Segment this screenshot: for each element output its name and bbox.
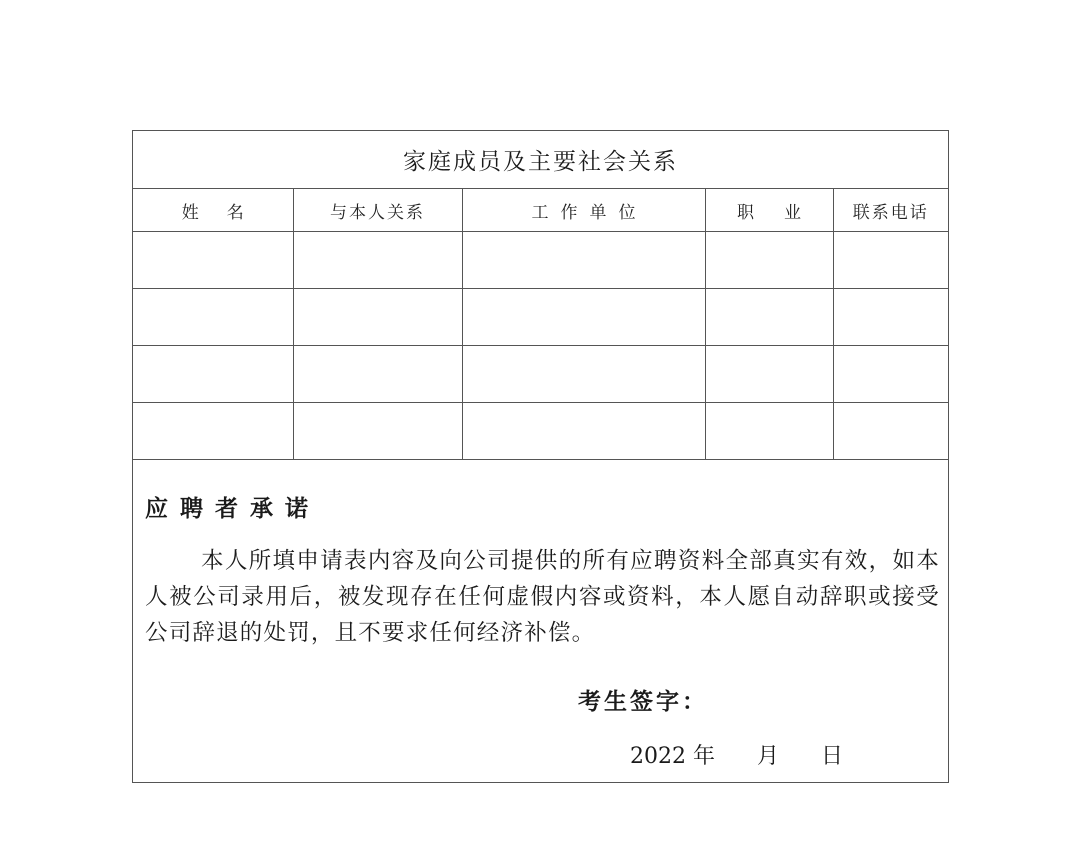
- cell-phone[interactable]: [833, 232, 948, 289]
- cell-name[interactable]: [133, 289, 293, 346]
- cell-relationship[interactable]: [293, 289, 462, 346]
- pledge-body-text: 本人所填申请表内容及向公司提供的所有应聘资料全部真实有效，如本人被公司录用后，被发现存在任何虚假内容或资料，本人愿自动辞职或接受公司辞退的处罚，且不要求任何经济补偿。: [145, 548, 940, 646]
- cell-name[interactable]: [133, 403, 293, 460]
- cell-work-unit[interactable]: [462, 289, 705, 346]
- cell-phone[interactable]: [833, 346, 948, 403]
- cell-name[interactable]: [133, 346, 293, 403]
- table-row: [133, 232, 948, 289]
- date-line[interactable]: [630, 739, 843, 770]
- date-year-unit: 年: [693, 744, 716, 769]
- table-row: [133, 289, 948, 346]
- cell-occupation[interactable]: [705, 289, 833, 346]
- application-form-sheet: [132, 130, 949, 783]
- cell-relationship[interactable]: [293, 232, 462, 289]
- date-year: 2022: [630, 744, 686, 769]
- date-day-unit: 日: [820, 744, 843, 769]
- table-row: [133, 403, 948, 460]
- cell-relationship[interactable]: [293, 346, 462, 403]
- cell-occupation[interactable]: [705, 346, 833, 403]
- table-row: [133, 346, 948, 403]
- column-header-phone: 联系电话: [833, 189, 948, 232]
- column-header-name: 姓名: [133, 189, 293, 232]
- cell-work-unit[interactable]: [462, 346, 705, 403]
- pledge-title: 应聘者承诺: [145, 495, 320, 522]
- cell-occupation[interactable]: [705, 403, 833, 460]
- column-header-work-unit: 工作单位: [462, 189, 705, 232]
- cell-occupation[interactable]: [705, 232, 833, 289]
- applicant-pledge-section: [133, 460, 948, 782]
- cell-work-unit[interactable]: [462, 403, 705, 460]
- cell-phone[interactable]: [833, 289, 948, 346]
- column-header-occupation: 职业: [705, 189, 833, 232]
- family-section-title: 家庭成员及主要社会关系: [133, 131, 948, 189]
- date-month-unit: 月: [756, 744, 779, 769]
- family-members-table: [133, 189, 948, 460]
- table-header-row: [133, 189, 948, 232]
- cell-relationship[interactable]: [293, 403, 462, 460]
- cell-name[interactable]: [133, 232, 293, 289]
- cell-phone[interactable]: [833, 403, 948, 460]
- column-header-relationship: 与本人关系: [293, 189, 462, 232]
- cell-work-unit[interactable]: [462, 232, 705, 289]
- signature-label[interactable]: 考生签字：: [578, 688, 708, 715]
